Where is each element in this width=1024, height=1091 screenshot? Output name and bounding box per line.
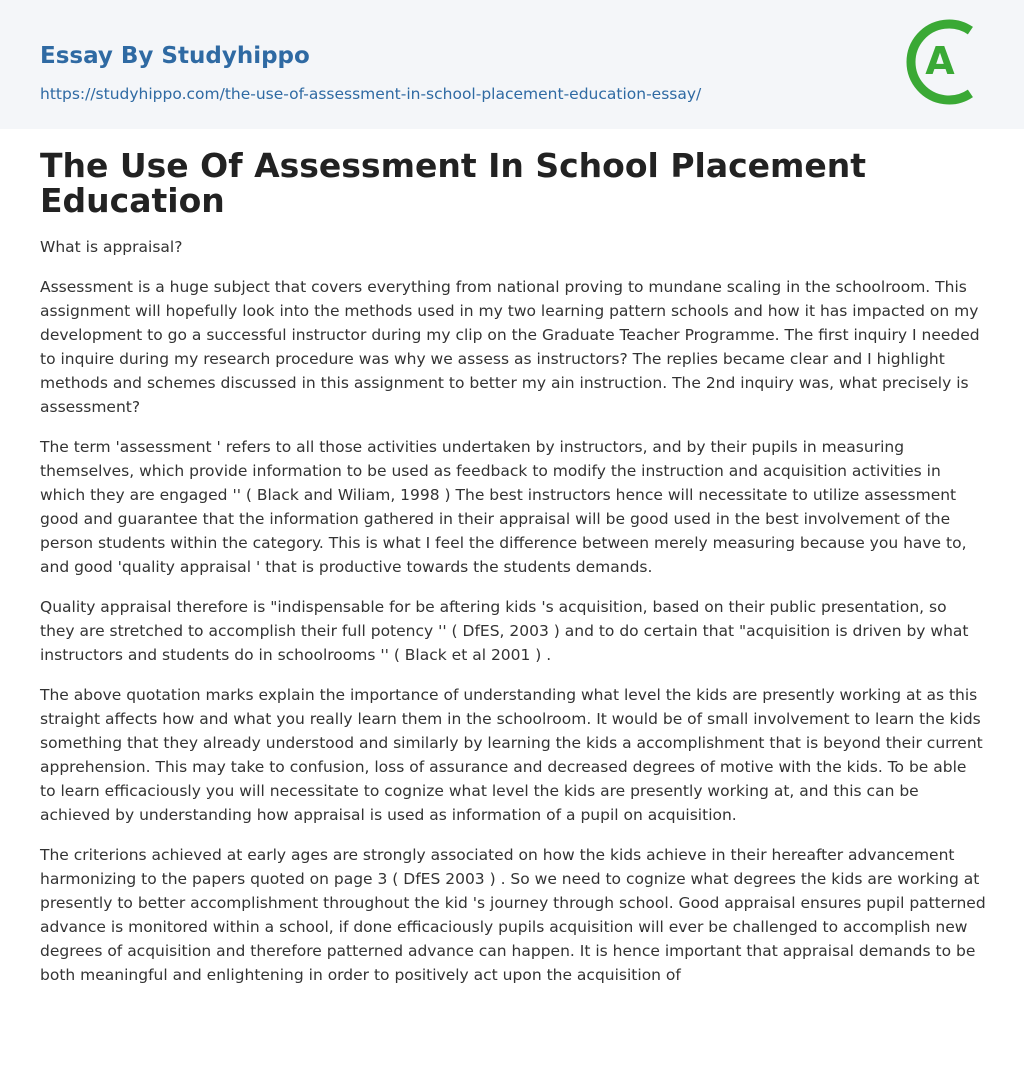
page-url-link[interactable]: https://studyhippo.com/the-use-of-assessment-in-school-placement-education-essay/ [40, 85, 702, 103]
site-header [0, 0, 1024, 129]
article-paragraph: The above quotation marks explain the importance of understanding what level the kids are presently working at as this straight affects how and what you really learn them in the schoolroom. It would be of small involvement to learn the kids something that they already understood and similarly by learning the kids a accomplishment that is beyond their current apprehension. This may take to confusion, loss of assurance and decreased degrees of motive with the kids. To be able to learn efficaciously you will necessitate to cognize what level the kids are presently working at, and this can be achieved by understanding how appraisal is used as information of a pupil on acquisition. [40, 686, 983, 824]
article-paragraph: Quality appraisal therefore is "indispensable for be aftering kids 's acquisition, based on their public presentation, so they are stretched to accomplish their full potency '' ( DfES, 2003 ) and to do certain that "acquisition is driven by what instructors and students do in schoolrooms '' ( Black et al 2001 ) . [40, 598, 969, 664]
article-paragraph: The criterions achieved at early ages are strongly associated on how the kids achieve in their hereafter advancement harmonizing to the papers quoted on page 3 ( DfES 2003 ) . So we need to cognize what degrees the kids are working at presently to better accomplishment throughout the kid 's journey through school. Good appraisal ensures pupil patterned advance is monitored within a school, if done efficaciously pupils acquisition will ever be challenged to accomplish new degrees of acquisition and therefore patterned advance can happen. It is hence important that appraisal demands to be both meaningful and enlightening in order to positively act upon the acquisition of [40, 846, 986, 984]
article-paragraph: The term 'assessment ' refers to all those activities undertaken by instructors, and by their pupils in measuring themselves, which provide information to be used as feedback to modify the instruction and acquisition activities in which they are engaged '' ( Black and Wiliam, 1998 ) The best instructors hence will necessitate to utilize assessment good and guarantee that the information gathered in their appraisal will be good used in the best involvement of the person students within the category. This is what I feel the difference between merely measuring because you have to, and good 'quality appraisal ' that is productive towards the students demands. [40, 438, 967, 576]
article-paragraph: What is appraisal? [40, 238, 183, 256]
site-brand[interactable]: Essay By Studyhippo [40, 43, 310, 69]
studyhippo-logo-icon[interactable] [902, 16, 994, 108]
article-paragraph: Assessment is a huge subject that covers everything from national proving to mundane scaling in the schoolroom. This assignment will hopefully look into the methods used in my two learning pattern schools and how it has impacted on my development to go a successful instructor during my clip on the Graduate Teacher Programme. The first inquiry I needed to inquire during my research procedure was why we assess as instructors? The replies became clear and I highlight methods and schemes discussed in this assignment to better my ain instruction. The 2nd inquiry was, what precisely is assessment? [40, 278, 980, 416]
article-title: The Use Of Assessment In School Placement Education [40, 146, 867, 220]
logo-letter: A [925, 39, 955, 83]
article [40, 148, 986, 987]
